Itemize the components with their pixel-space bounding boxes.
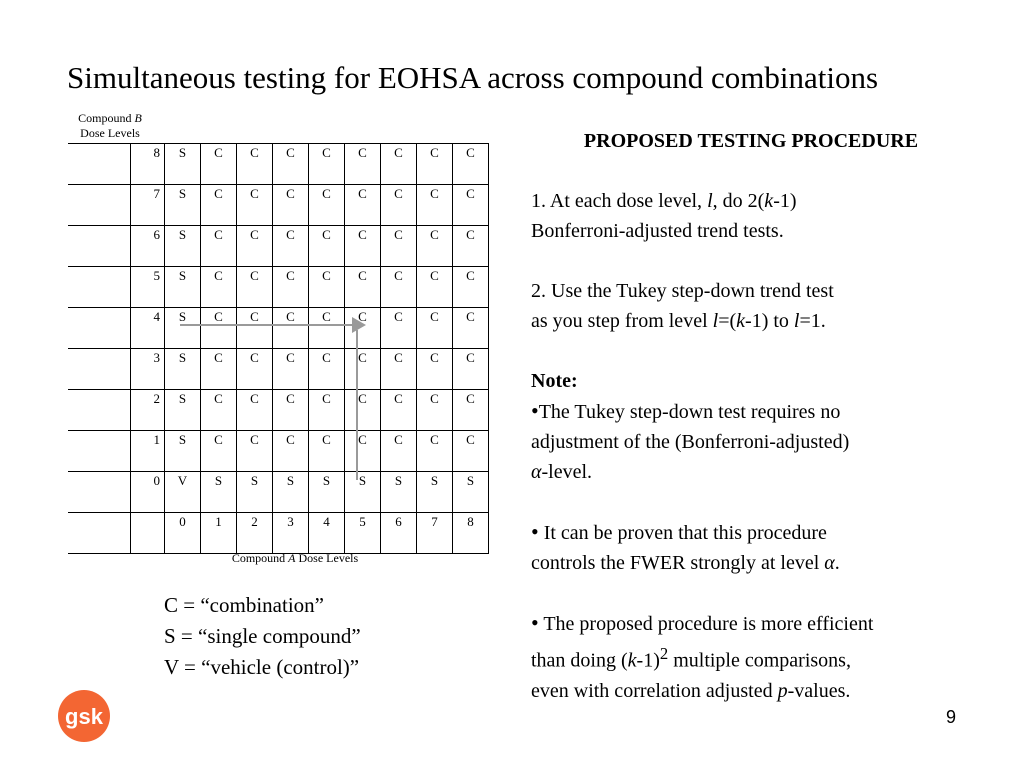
row-spacer (68, 390, 131, 431)
legend (164, 590, 361, 683)
grid-cell: C (273, 226, 309, 267)
grid-cell: C (381, 308, 417, 349)
grid-cell: S (165, 431, 201, 472)
bullet-glyph: • (531, 398, 539, 423)
grid-row (68, 390, 489, 431)
grid-cell: C (309, 349, 345, 390)
grid-row (68, 144, 489, 185)
grid-cell: C (345, 431, 381, 472)
x-level-label: 3 (273, 513, 309, 554)
y-level-label: 7 (131, 185, 165, 226)
grid-cell: C (237, 349, 273, 390)
grid-cell: C (237, 185, 273, 226)
grid-row (68, 431, 489, 472)
grid-cell: S (165, 226, 201, 267)
x-level-label: 2 (237, 513, 273, 554)
x-axis-label: Compound A Dose Levels (231, 551, 359, 565)
y-level-label: 3 (131, 349, 165, 390)
y-level-label: 5 (131, 267, 165, 308)
grid-cell: S (237, 472, 273, 513)
slide-title: Simultaneous testing for EOHSA across compound combinations (67, 60, 879, 95)
y-level-label: 2 (131, 390, 165, 431)
grid-cell: C (273, 267, 309, 308)
grid-cell: C (381, 226, 417, 267)
grid-cell: S (165, 185, 201, 226)
grid-cell: C (417, 226, 453, 267)
grid-row (68, 226, 489, 267)
grid-cell: C (309, 144, 345, 185)
grid-cell: C (201, 390, 237, 431)
grid-cell: C (381, 185, 417, 226)
grid-cell: C (417, 267, 453, 308)
grid-cell: C (453, 431, 489, 472)
grid-cell: C (309, 267, 345, 308)
grid-cell: S (453, 472, 489, 513)
x-level-label: 6 (381, 513, 417, 554)
grid-cell: C (453, 226, 489, 267)
gsk-logo (54, 684, 118, 748)
grid-cell: S (165, 390, 201, 431)
grid-cell: C (345, 349, 381, 390)
grid-cell: C (345, 185, 381, 226)
grid-cell: C (237, 431, 273, 472)
grid-cell: C (345, 308, 381, 349)
y-level-label: 0 (131, 472, 165, 513)
grid-row (68, 185, 489, 226)
row-spacer (68, 308, 131, 349)
grid-cell: S (201, 472, 237, 513)
legend-item: C = “combination” (164, 593, 324, 617)
grid-cell: C (237, 308, 273, 349)
bullet-glyph: • (531, 519, 539, 544)
grid-cell: C (237, 144, 273, 185)
grid-cell: C (345, 144, 381, 185)
grid-cell: C (237, 226, 273, 267)
grid-cell: C (273, 185, 309, 226)
row-spacer (68, 513, 131, 554)
grid-cell: C (381, 349, 417, 390)
x-level-label: 1 (201, 513, 237, 554)
grid-cell: C (201, 267, 237, 308)
grid-cell: C (309, 226, 345, 267)
legend-item: S = “single compound” (164, 624, 361, 648)
legend-item: V = “vehicle (control)” (164, 655, 360, 679)
x-level-label: 7 (417, 513, 453, 554)
dose-grid (68, 143, 489, 554)
grid-cell: C (453, 267, 489, 308)
y-axis-label: Compound B Dose Levels (78, 111, 142, 140)
grid-cell: C (273, 144, 309, 185)
row-spacer (68, 267, 131, 308)
grid-cell: C (381, 431, 417, 472)
grid-cell: S (165, 349, 201, 390)
grid-row (68, 349, 489, 390)
grid-cell: C (417, 185, 453, 226)
grid-cell: C (381, 267, 417, 308)
grid-cell: C (273, 431, 309, 472)
y-level-label: 4 (131, 308, 165, 349)
note-bullet-1: •The Tukey step-down test requires no adjustment of the (Bonferroni-adjusted) α-level. (531, 398, 850, 483)
grid-cell: C (201, 226, 237, 267)
grid-cell: S (381, 472, 417, 513)
row-spacer (68, 472, 131, 513)
x-level-row (68, 513, 489, 554)
grid-cell: S (165, 267, 201, 308)
x-level-label: 4 (309, 513, 345, 554)
note-bullet-3: • The proposed procedure is more efficient than doing $(k-1)^2$ multiple comparisons, even with correlation adjusted p-values. (531, 610, 874, 702)
grid-cell: C (345, 390, 381, 431)
svg-text:gsk: gsk (65, 704, 103, 729)
bullet-glyph: • (531, 610, 539, 635)
row-spacer (68, 144, 131, 185)
grid-cell: C (453, 349, 489, 390)
x-level-label: 5 (345, 513, 381, 554)
grid-cell: S (309, 472, 345, 513)
panel-heading: PROPOSED TESTING PROCEDURE (583, 130, 919, 152)
grid-cell: C (201, 185, 237, 226)
row-spacer (68, 431, 131, 472)
grid-cell: C (273, 390, 309, 431)
grid-cell: S (417, 472, 453, 513)
grid-cell: C (309, 185, 345, 226)
grid-row (68, 472, 489, 513)
grid-cell: C (417, 308, 453, 349)
grid-cell: C (417, 144, 453, 185)
grid-cell: C (345, 226, 381, 267)
grid-cell: C (453, 390, 489, 431)
grid-cell: C (453, 185, 489, 226)
grid-cell: C (453, 308, 489, 349)
x-level-label: 0 (165, 513, 201, 554)
x-level-label: 8 (453, 513, 489, 554)
grid-cell: C (273, 308, 309, 349)
grid-cell: C (237, 267, 273, 308)
y-level-label: 1 (131, 431, 165, 472)
procedure-panel (531, 126, 1001, 736)
grid-cell: C (417, 431, 453, 472)
grid-cell: C (201, 308, 237, 349)
grid-cell: C (201, 349, 237, 390)
grid-cell: C (417, 390, 453, 431)
grid-cell: S (165, 144, 201, 185)
grid-cell: C (381, 144, 417, 185)
grid-row (68, 308, 489, 349)
note-bullet-2: • It can be proven that this procedure controls the FWER strongly at level α. (531, 519, 840, 574)
grid-cell: C (453, 144, 489, 185)
step-2: 2. Use the Tukey step-down trend test as you step from level l=(k-1) to l=1. (531, 280, 834, 332)
row-spacer (68, 185, 131, 226)
grid-cell: C (201, 144, 237, 185)
grid-cell: C (381, 390, 417, 431)
grid-cell: C (201, 431, 237, 472)
y-level-label: 8 (131, 144, 165, 185)
grid-cell: C (309, 390, 345, 431)
grid-cell: C (237, 390, 273, 431)
row-spacer (68, 226, 131, 267)
page-number: 9 (946, 707, 957, 727)
row-spacer (68, 349, 131, 390)
grid-cell: C (309, 431, 345, 472)
grid-cell: V (165, 472, 201, 513)
grid-row (68, 267, 489, 308)
grid-cell: S (273, 472, 309, 513)
grid-cell: C (417, 349, 453, 390)
grid-cell: C (345, 267, 381, 308)
note-label: Note: (531, 370, 578, 392)
step-1: 1. At each dose level, l, do 2(k-1) Bonferroni-adjusted trend tests. (531, 190, 797, 242)
grid-cell: C (309, 308, 345, 349)
corner-cell (131, 513, 165, 554)
grid-cell: S (345, 472, 381, 513)
y-level-label: 6 (131, 226, 165, 267)
grid-cell: S (165, 308, 201, 349)
grid-cell: C (273, 349, 309, 390)
